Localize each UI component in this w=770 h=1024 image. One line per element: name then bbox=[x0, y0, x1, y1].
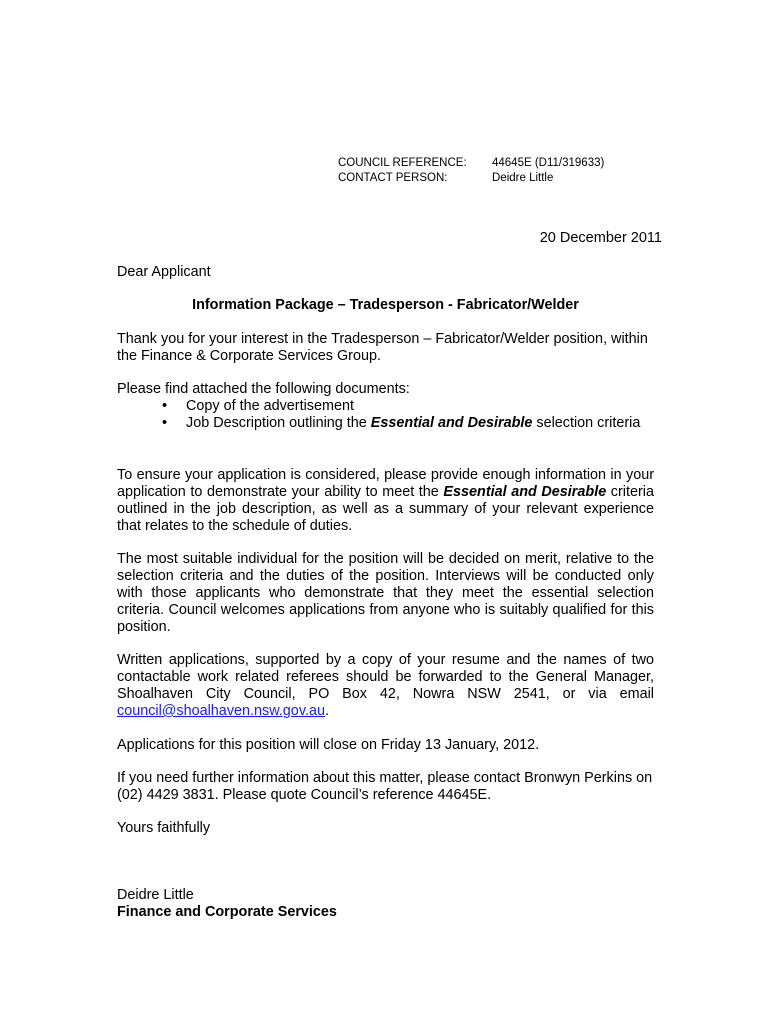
closing-line: Yours faithfully bbox=[117, 820, 211, 836]
list-item bbox=[117, 398, 654, 415]
council-reference-label: COUNCIL REFERENCE: bbox=[338, 157, 467, 169]
paragraph-selection-merit: The most suitable individual for the position will be decided on merit, relative to the selection criteria and the duties of the position. Interviews will be conducted only with those applicants who demonstrate that they meet the essential selection criteria. Council welcomes applications from anyone who is suitably qualified for this position. bbox=[117, 551, 654, 635]
document-item-advertisement: Copy of the advertisement bbox=[186, 398, 354, 414]
paragraph3-pre: To ensure your application is considered, please provide enough information in your application to demonstrate your ability to meet the bbox=[117, 467, 654, 500]
contact-person-row bbox=[338, 171, 604, 186]
paragraph-further-info: If you need further information about this matter, please contact Bronwyn Perkins on (02) 4429 3831. Please quote Council’s reference 44645E. bbox=[117, 770, 653, 803]
document-item-emphasis: Essential and Desirable bbox=[370, 415, 533, 431]
salutation: Dear Applicant bbox=[117, 264, 211, 280]
paragraph5-post: . bbox=[324, 703, 329, 719]
document-item-job-description-pre: Job Description outlining the bbox=[186, 415, 371, 431]
signature-department: Finance and Corporate Services bbox=[117, 904, 337, 920]
documents-intro: Please find attached the following documents: bbox=[117, 381, 410, 397]
bullet-icon: • bbox=[162, 398, 168, 414]
list-item bbox=[117, 415, 654, 432]
council-reference-value: 44645E (D11/319633) bbox=[492, 157, 605, 169]
signature-name: Deidre Little bbox=[117, 887, 194, 903]
email-link[interactable]: council@shoalhaven.nsw.gov.au bbox=[117, 703, 325, 719]
council-reference-row bbox=[338, 156, 604, 171]
contact-person-value: Deidre Little bbox=[492, 171, 554, 184]
paragraph-written-applications bbox=[117, 652, 654, 720]
paragraph3-post: criteria outlined in the job description, as well as a summary of your relevant experience that relates to the schedule of duties. bbox=[117, 484, 654, 534]
documents-list bbox=[117, 398, 654, 432]
letter-date: 20 December 2011 bbox=[539, 230, 662, 246]
reference-block bbox=[338, 156, 604, 185]
paragraph3-emphasis: Essential and Desirable bbox=[443, 484, 607, 500]
subject-heading: Information Package – Tradesperson - Fabricator/Welder bbox=[192, 297, 579, 313]
bullet-icon: • bbox=[162, 415, 168, 431]
paragraph-documents bbox=[117, 381, 654, 432]
document-item-job-description-post: selection criteria bbox=[532, 415, 641, 431]
contact-person-label: CONTACT PERSON: bbox=[338, 171, 448, 184]
paragraph-closing-date: Applications for this position will close on Friday 13 January, 2012. bbox=[117, 737, 540, 753]
paragraph5-pre: Written applications, supported by a copy of your resume and the names of two contactable work related referees should be forwarded to the General Manager, Shoalhaven City Council, PO Box 42, Nowra NSW 2541, or via email bbox=[117, 652, 654, 702]
paragraph-ensure-application bbox=[117, 467, 654, 535]
paragraph-interest: Thank you for your interest in the Tradesperson – Fabricator/Welder position, within the Finance & Corporate Services Group. bbox=[117, 331, 648, 364]
